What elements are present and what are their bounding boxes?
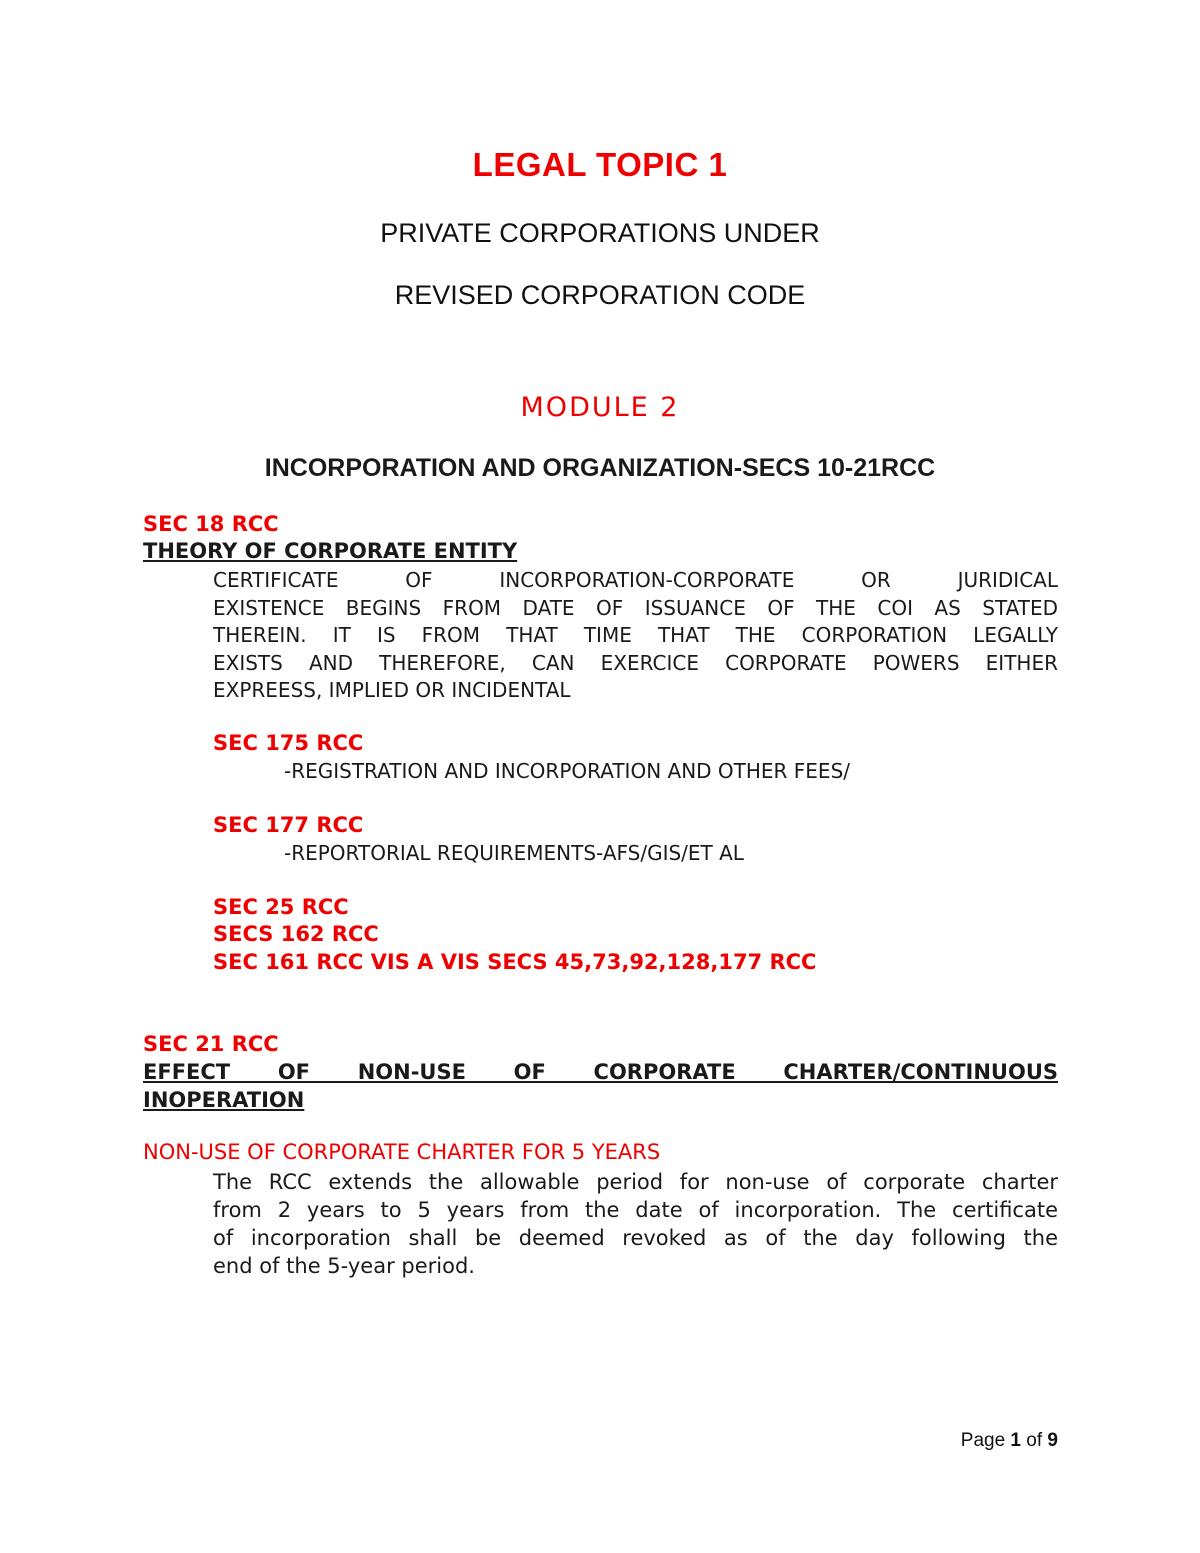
document-title: LEGAL TOPIC 1 <box>472 146 728 183</box>
sec175-label: SEC 175 RCC <box>213 731 364 755</box>
module-heading: INCORPORATION AND ORGANIZATION-SECS 10-21RCC <box>264 454 936 482</box>
footer-page-number: 1 <box>1010 1430 1021 1451</box>
sec18-heading: THEORY OF CORPORATE ENTITY <box>143 539 518 563</box>
footer-page-word: Page <box>960 1430 1006 1451</box>
sec21-heading <box>143 1058 1058 1114</box>
sec177-label: SEC 177 RCC <box>213 813 364 837</box>
module-label: MODULE 2 <box>520 392 680 423</box>
footer-page-total: 9 <box>1047 1430 1058 1451</box>
sec18-line: EXPREESS, IMPLIED OR INCIDENTAL <box>213 678 571 702</box>
sec21-line: The RCC extends the allowable period for non-use of corporate charter <box>213 1170 1058 1194</box>
sec21-line: of incorporation shall be deemed revoked as of the day following the <box>213 1226 1058 1250</box>
secs162-label: SECS 162 RCC <box>213 922 379 946</box>
sec21-label: SEC 21 RCC <box>143 1032 279 1056</box>
subtitle-line-1: PRIVATE CORPORATIONS UNDER <box>380 218 820 248</box>
sec18-line: EXISTS AND THEREFORE, CAN EXERCICE CORPORATE POWERS EITHER <box>213 650 1058 675</box>
sec177-text: -REPORTORIAL REQUIREMENTS-AFS/GIS/ET AL <box>284 841 744 865</box>
sec21-heading-line: INOPERATION <box>143 1088 305 1112</box>
sec18-label: SEC 18 RCC <box>143 512 279 536</box>
sec21-subheading: NON-USE OF CORPORATE CHARTER FOR 5 YEARS <box>143 1140 661 1164</box>
sec25-label: SEC 25 RCC <box>213 895 349 919</box>
subtitle-line-2: REVISED CORPORATION CODE <box>394 280 806 310</box>
sec18-line: EXISTENCE BEGINS FROM DATE OF ISSUANCE OF THE COI AS STATED <box>213 595 1058 620</box>
page-number-footer <box>961 1430 1058 1452</box>
sec18-line: THEREIN. IT IS FROM THAT TIME THAT THE CORPORATION LEGALLY <box>213 623 1058 647</box>
sec18-line: CERTIFICATE OF INCORPORATION-CORPORATE OR JURIDICAL <box>213 568 1058 592</box>
footer-of-word: of <box>1026 1430 1043 1451</box>
sec21-line: from 2 years to 5 years from the date of incorporation. The certificate <box>213 1198 1058 1222</box>
sec175-text: -REGISTRATION AND INCORPORATION AND OTHER FEES/ <box>284 759 851 783</box>
sec21-line: end of the 5-year period. <box>213 1254 475 1278</box>
sec18-paragraph <box>213 567 1058 705</box>
sec21-heading-line: EFFECT OF NON-USE OF CORPORATE CHARTER/CONTINUOUS <box>143 1060 1058 1084</box>
sec21-paragraph <box>213 1168 1058 1280</box>
sec161-label: SEC 161 RCC VIS A VIS SECS 45,73,92,128,177 RCC <box>213 950 817 974</box>
